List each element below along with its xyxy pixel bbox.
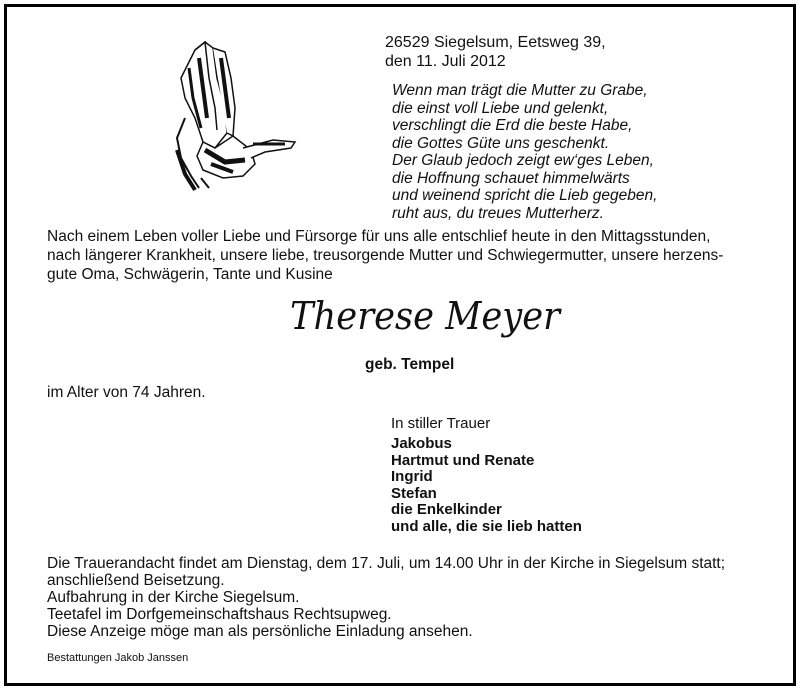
poem-line: die Hoffnung schauet himmelwärts <box>392 169 630 187</box>
mourner-name: Ingrid <box>391 468 433 485</box>
service-details <box>47 555 767 640</box>
mourning-label: In stiller Trauer <box>391 415 491 432</box>
age-text: im Alter von 74 Jahren. <box>47 384 206 401</box>
poem-line: die Gottes Güte uns geschenkt. <box>392 134 610 152</box>
detail-line: Diese Anzeige möge man als persönliche Einladung ansehen. <box>47 623 473 640</box>
mourner-name: die Enkelkinder <box>391 501 502 518</box>
detail-line: Teetafel im Dorfgemeinschaftshaus Rechtsupweg. <box>47 606 392 623</box>
poem-line: ruht aus, du treues Mutterherz. <box>392 204 604 222</box>
mourner-name: Jakobus <box>391 435 452 452</box>
undertaker-name: Bestattungen Jakob Janssen <box>47 652 189 664</box>
poem-line: und weinend spricht die Lieb gegeben, <box>392 187 658 204</box>
maiden-name: geb. Tempel <box>365 356 455 373</box>
detail-line: Aufbahrung in der Kirche Siegelsum. <box>47 589 300 606</box>
intro-line: Nach einem Leben voller Liebe und Fürsorge für uns alle entschlief heute in den Mittagsstunden, <box>47 228 711 245</box>
sender-address: 26529 Siegelsum, Eetsweg 39, <box>385 34 606 51</box>
deceased-name <box>280 285 580 345</box>
sender-address-block <box>385 33 606 71</box>
detail-line: Die Trauerandacht findet am Dienstag, dem 17. Juli, um 14.00 Uhr in der Kirche in Siegelsum statt; <box>47 555 726 572</box>
poem-line: Der Glaub jedoch zeigt ew‘ges Leben, <box>392 152 654 169</box>
poem <box>392 82 657 222</box>
mourner-name: Stefan <box>391 484 437 502</box>
deceased-name-text: Therese Meyer <box>290 294 563 338</box>
poem-line: die einst voll Liebe und gelenkt, <box>392 99 609 117</box>
mourner-name: und alle, die sie lieb hatten <box>391 517 582 535</box>
intro-line: nach längerer Krankheit, unsere liebe, treusorgende Mutter und Schwiegermutter, unsere herzens- <box>47 247 724 264</box>
poem-line: verschlingt die Erd die beste Habe, <box>392 117 633 134</box>
intro-line: gute Oma, Schwägerin, Tante und Kusine <box>47 266 333 283</box>
detail-line: anschließend Beisetzung. <box>47 572 225 589</box>
notice-date: den 11. Juli 2012 <box>385 53 506 70</box>
praying-hands-icon <box>155 38 305 198</box>
mourners-list <box>391 436 582 535</box>
mourner-name: Hartmut und Renate <box>391 451 535 469</box>
intro-text <box>47 227 767 284</box>
poem-line: Wenn man trägt die Mutter zu Grabe, <box>392 82 648 99</box>
